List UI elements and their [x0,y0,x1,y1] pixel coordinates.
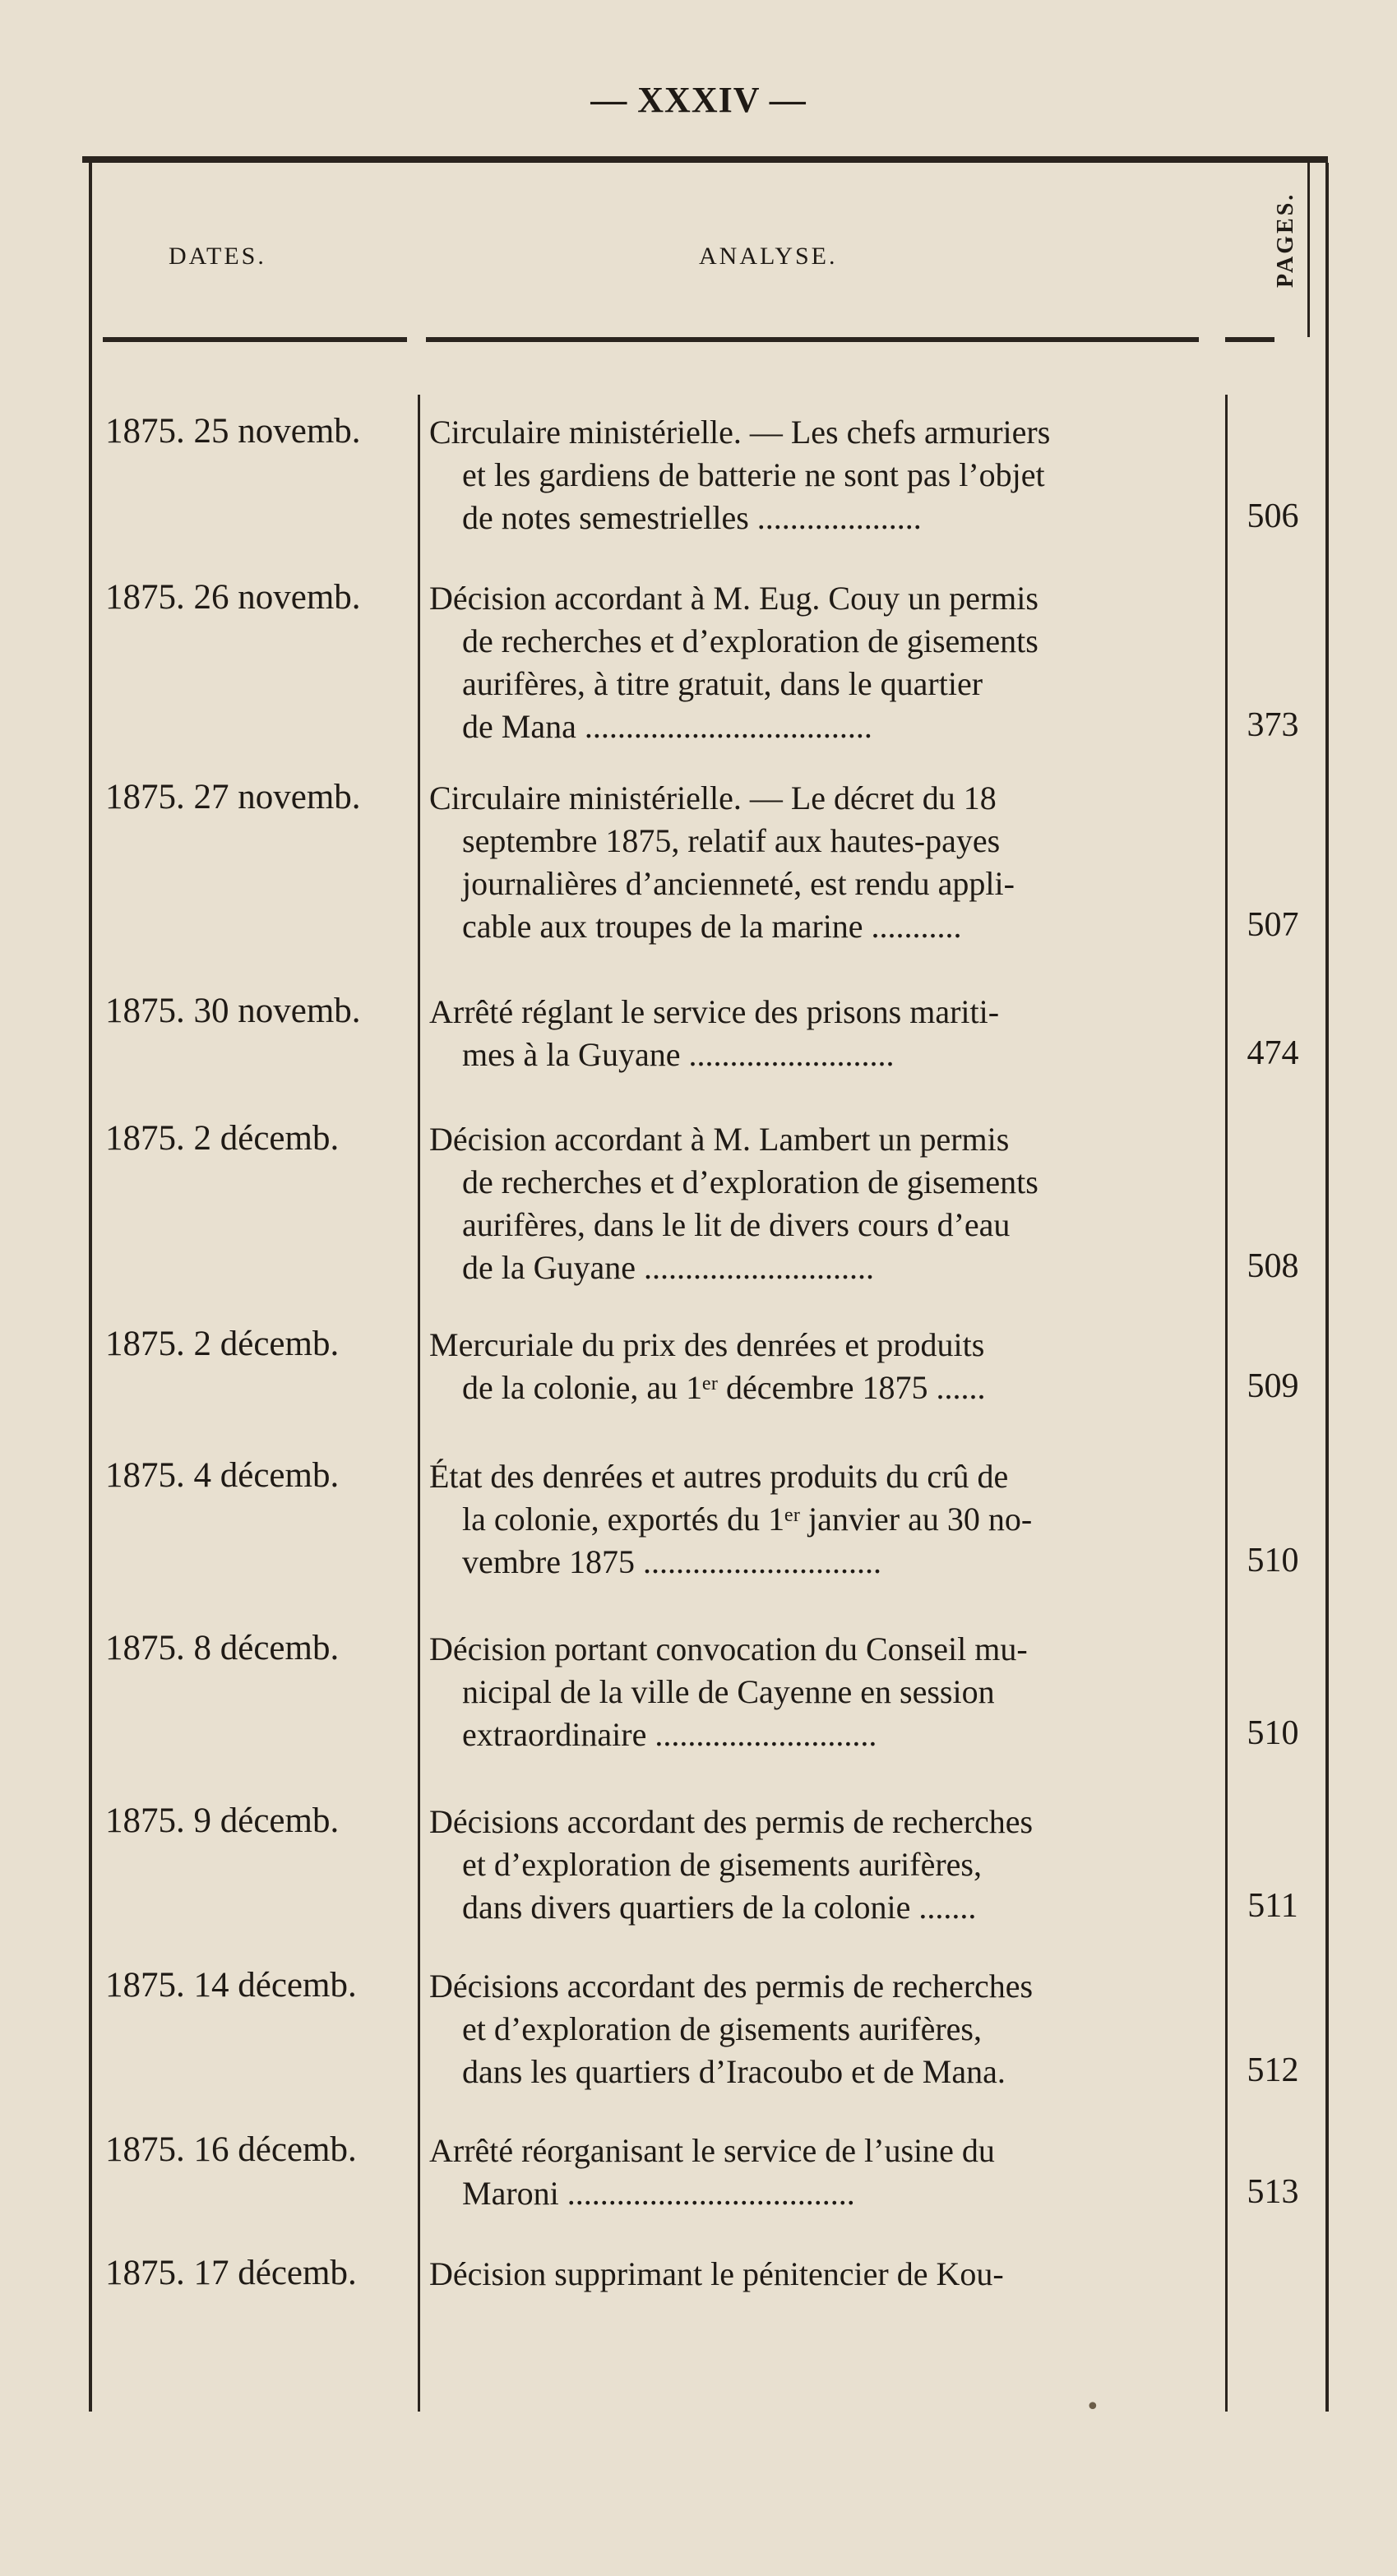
entry-analysis-line: de la colonie, au 1ᵉʳ décembre 1875 ...... [462,1369,986,1406]
pages-column-divider [1225,395,1228,2412]
entry-analysis-line: dans divers quartiers de la colonie ....... [462,1889,977,1926]
entry-analysis-line: Décision portant convocation du Conseil mu- [429,1630,1028,1667]
entry-date: 1875. 8 décemb. [105,1629,340,1667]
header-dates: DATES. [169,243,266,270]
entry-analysis-line: de Mana ................................... [462,708,872,745]
entry-analysis-line: Décision accordant à M. Eug. Couy un permis [429,580,1038,617]
entry-page: 506 [1247,497,1299,535]
entry-date: 1875. 25 novemb. [105,412,361,451]
entry-date: 1875. 2 décemb. [105,1119,340,1158]
entry-analysis [429,1801,1219,1929]
entry-analysis-line: aurifères, à titre gratuit, dans le quartier [462,665,983,702]
entry-page: 507 [1247,906,1299,944]
entry-analysis-line: Circulaire ministérielle. — Le décret du 18 [429,779,997,816]
entry-analysis [429,1324,1219,1409]
entry-analysis-line: Arrêté réglant le service des prisons mariti- [429,993,1000,1030]
top-rule [82,156,1328,163]
entry-analysis-line: de recherches et d’exploration de gisements [462,1163,1038,1200]
entry-page: 510 [1247,1714,1299,1752]
entry-date: 1875. 4 décemb. [105,1456,340,1495]
entry-analysis [429,1628,1219,1756]
dates-column-divider [418,395,420,2412]
entry-analysis-line: Décisions accordant des permis de recherches [429,1968,1034,2005]
entry-analysis-line: journalières d’ancienneté, est rendu appli- [462,865,1015,902]
header-analyse: ANALYSE. [699,243,838,270]
entry-date: 1875. 30 novemb. [105,992,361,1030]
entry-date: 1875. 14 décemb. [105,1966,357,2005]
entry-date: 1875. 16 décemb. [105,2130,357,2169]
entry-page: 510 [1247,1542,1299,1579]
entry-analysis [429,1965,1219,2093]
entry-analysis [429,991,1219,1076]
entry-date: 1875. 9 décemb. [105,1801,340,1840]
entry-analysis [429,2253,1219,2296]
entry-date: 1875. 17 décemb. [105,2254,357,2292]
entry-analysis-line: de recherches et d’exploration de gisements [462,622,1038,659]
entry-page: 512 [1247,2051,1299,2089]
entry-page: 474 [1247,1034,1299,1072]
entry-page: 509 [1247,1367,1299,1405]
entry-analysis-line: aurifères, dans le lit de divers cours d’eau [462,1206,1011,1243]
entry-analysis-line: de la Guyane ............................ [462,1249,875,1286]
entry-analysis-line: Maroni ................................... [462,2175,855,2212]
entry-analysis-line: nicipal de la ville de Cayenne en session [462,1673,995,1710]
header-rule-pages [1225,337,1274,342]
entry-date: 1875. 2 décemb. [105,1325,340,1363]
pages-header-divider [1307,163,1310,337]
entry-analysis [429,1455,1219,1584]
entry-date: 1875. 26 novemb. [105,578,361,617]
entry-analysis-line: Décisions accordant des permis de recherches [429,1803,1034,1840]
entry-analysis-line: et les gardiens de batterie ne sont pas l’objet [462,456,1045,493]
header-rule-dates [103,337,407,342]
entry-analysis-line: et d’exploration de gisements aurifères, [462,2010,982,2047]
entry-page: 513 [1247,2173,1299,2211]
entry-analysis-line: Circulaire ministérielle. — Les chefs armuriers [429,414,1051,451]
entry-analysis-line: extraordinaire ........................... [462,1716,877,1753]
entry-analysis-line: État des denrées et autres produits du crû de [429,1458,1009,1495]
entry-analysis-line: Décision accordant à M. Lambert un permis [429,1121,1010,1158]
entry-page: 373 [1247,706,1299,744]
entry-analysis-line: dans les quartiers d’Iracoubo et de Mana. [462,2053,1006,2090]
entry-analysis-line: de notes semestrielles .................... [462,499,922,536]
entry-analysis-line: Décision supprimant le pénitencier de Kou- [429,2255,1004,2292]
entry-analysis [429,411,1219,539]
page-number: — XXXIV — [590,80,807,120]
header-rule-analyse [426,337,1199,342]
entry-analysis [429,2130,1219,2215]
entry-analysis-line: mes à la Guyane ......................... [462,1036,895,1073]
entry-analysis [429,777,1219,948]
ink-mark: • [1085,2393,1100,2421]
entry-analysis-line: septembre 1875, relatif aux hautes-payes [462,822,1001,859]
entry-analysis-line: et d’exploration de gisements aurifères, [462,1846,982,1883]
entry-analysis-line: Mercuriale du prix des denrées et produits [429,1326,985,1363]
header-pages: PAGES. [1273,192,1298,288]
entry-analysis-line: vembre 1875 ............................. [462,1543,881,1580]
entry-page: 511 [1247,1887,1298,1925]
entry-analysis [429,1118,1219,1289]
entry-date: 1875. 27 novemb. [105,778,361,816]
entry-analysis-line: cable aux troupes de la marine ........... [462,908,962,945]
entry-analysis-line: la colonie, exportés du 1ᵉʳ janvier au 30 no- [462,1501,1033,1538]
entry-analysis-line: Arrêté réorganisant le service de l’usine du [429,2132,995,2169]
entry-page: 508 [1247,1247,1299,1285]
entry-analysis [429,577,1219,748]
